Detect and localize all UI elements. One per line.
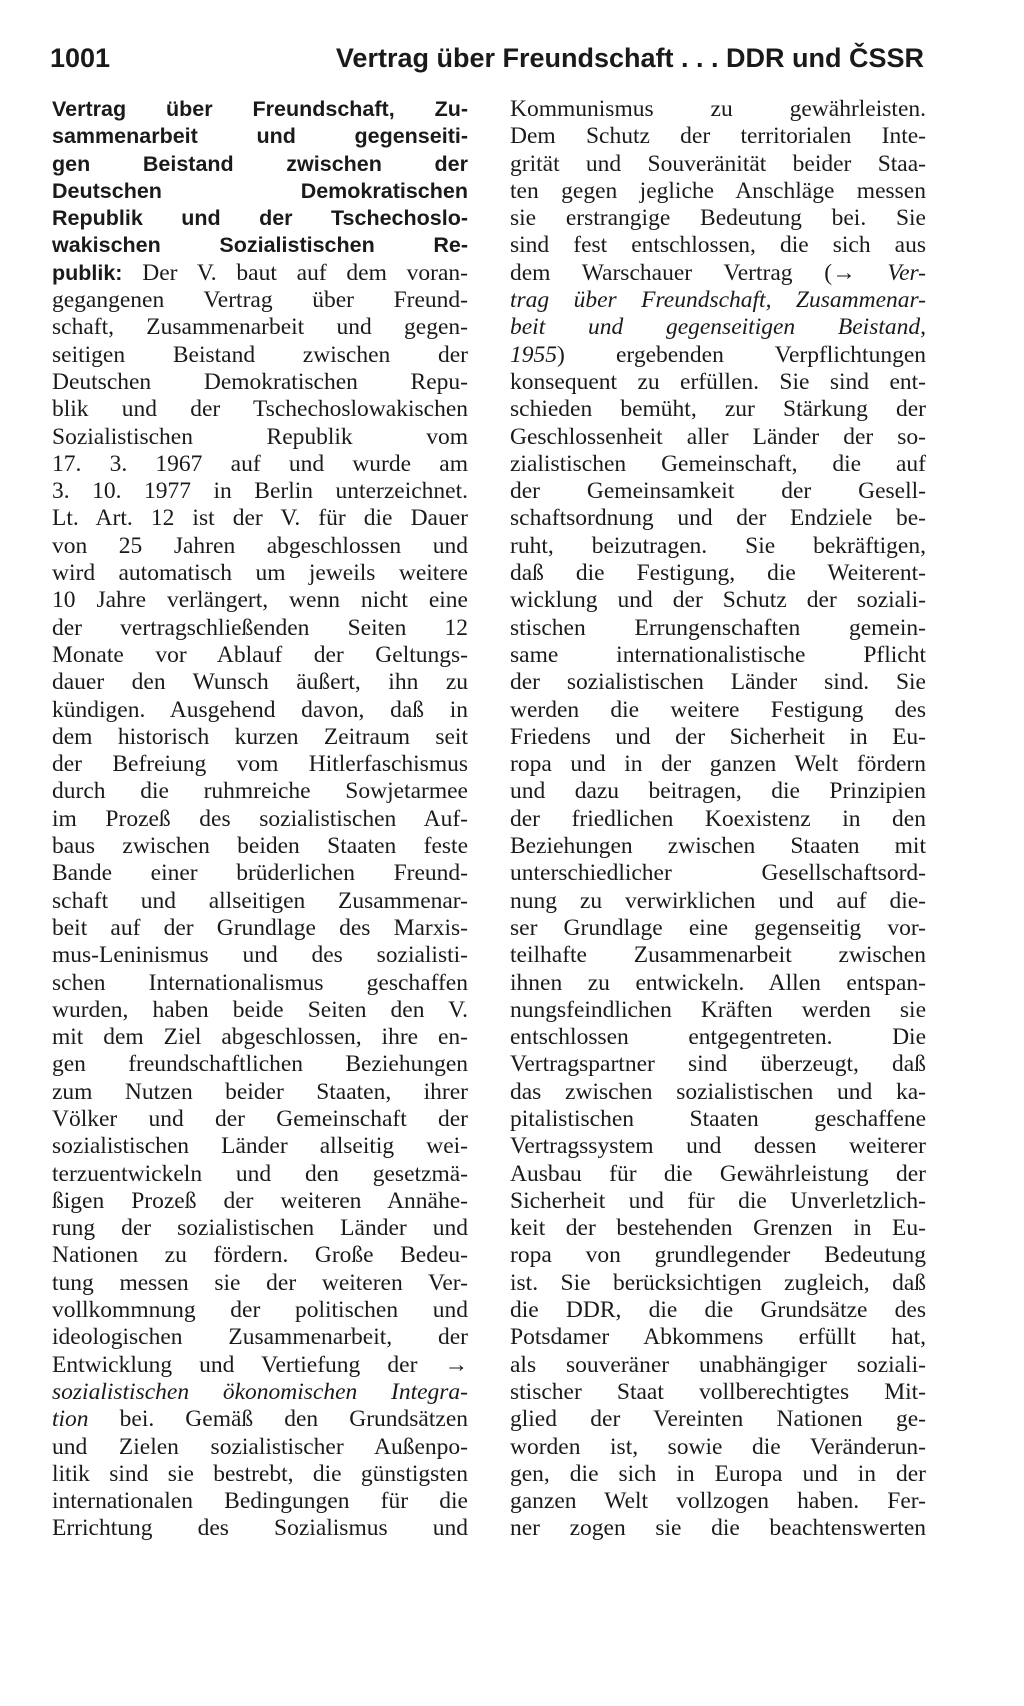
text-line: ideologischen Zusammenarbeit, der bbox=[52, 1324, 468, 1351]
running-title: Vertrag über Freundschaft . . . DDR und ČSSR bbox=[335, 43, 924, 73]
text-line: Potsdamer Abkommens erfüllt hat, bbox=[510, 1324, 926, 1351]
text-line: mus-Leninismus und des sozialisti- bbox=[52, 942, 468, 969]
text-line bbox=[510, 342, 926, 369]
text-line: schen Internationalismus geschaffen bbox=[52, 969, 468, 996]
heading-line: sammenarbeit und gegenseiti- bbox=[52, 124, 468, 149]
text-line: Sicherheit und für die Unverletzlich- bbox=[510, 1187, 926, 1214]
text-line bbox=[510, 260, 926, 287]
text-line: konsequent zu erfüllen. Sie sind ent- bbox=[510, 368, 926, 395]
text-line: litik sind sie bestrebt, die günstigsten bbox=[52, 1460, 468, 1487]
text-line: die DDR, die die Grundsätze des bbox=[510, 1297, 926, 1324]
text-line: als souveräner unabhängiger soziali- bbox=[510, 1351, 926, 1378]
text-line: same internationalistische Pflicht bbox=[510, 641, 926, 668]
text-line: ten gegen jegliche Anschläge messen bbox=[510, 177, 926, 204]
text-line: und Zielen sozialistischer Außenpo- bbox=[52, 1433, 468, 1460]
text-line: Monate vor Ablauf der Geltungs- bbox=[52, 641, 468, 668]
text-line: Ausbau für die Gewährleistung der bbox=[510, 1160, 926, 1187]
text-line: baus zwischen beiden Staaten feste bbox=[52, 833, 468, 860]
text-line: tung messen sie der weiteren Ver- bbox=[52, 1269, 468, 1296]
text-line: worden ist, sowie die Veränderun- bbox=[510, 1433, 926, 1460]
text-line: der vertragschließenden Seiten 12 bbox=[52, 614, 468, 641]
text-line: gen, die sich in Europa und in der bbox=[510, 1460, 926, 1487]
text-line: seitigen Beistand zwischen der bbox=[52, 341, 468, 368]
text-line: rung der sozialistischen Länder und bbox=[52, 1215, 468, 1242]
text-line: pitalistischen Staaten geschaffene bbox=[510, 1105, 926, 1132]
text-line: schaft, Zusammenarbeit und gegen- bbox=[52, 314, 468, 341]
text-line: 3. 10. 1977 in Berlin unterzeichnet. bbox=[52, 478, 468, 505]
text-line: der sozialistischen Länder sind. Sie bbox=[510, 669, 926, 696]
text-line: sie erstrangige Bedeutung bei. Sie bbox=[510, 205, 926, 232]
text-line: Geschlossenheit aller Länder der so- bbox=[510, 423, 926, 450]
text-line: ganzen Welt vollzogen haben. Fer- bbox=[510, 1488, 926, 1515]
text-line: von 25 Jahren abgeschlossen und bbox=[52, 532, 468, 559]
cross-reference: 1955 bbox=[510, 341, 557, 368]
text-line: Vertragssystem und dessen weiterer bbox=[510, 1133, 926, 1160]
text-line: unterschiedlicher Gesellschaftsord- bbox=[510, 860, 926, 887]
text-line: stischer Staat vollberechtigtes Mit- bbox=[510, 1378, 926, 1405]
cross-reference: beit und gegenseitigen Beistand, bbox=[510, 314, 926, 341]
text-line bbox=[510, 287, 926, 314]
text-line: ser Grundlage eine gegenseitig vor- bbox=[510, 914, 926, 941]
text-span: dem Warschauer Vertrag (→ bbox=[510, 259, 888, 286]
text-line: ruht, beizutragen. Sie bekräftigen, bbox=[510, 532, 926, 559]
cross-reference: Ver- bbox=[887, 259, 926, 286]
text-line: der Befreiung vom Hitlerfaschismus bbox=[52, 751, 468, 778]
text-line: wicklung und der Schutz der soziali- bbox=[510, 587, 926, 614]
text-line: Lt. Art. 12 ist der V. für die Dauer bbox=[52, 505, 468, 532]
text-line: teilhafte Zusammenarbeit zwischen bbox=[510, 942, 926, 969]
text-line bbox=[52, 1379, 468, 1406]
text-line: daß die Festigung, die Weiterent- bbox=[510, 560, 926, 587]
text-span: ) ergebenden Verpflichtungen bbox=[557, 341, 926, 368]
heading-line: wakischen Sozialistischen Re- bbox=[52, 233, 468, 258]
heading-end-line bbox=[52, 260, 468, 287]
heading-line: Republik und der Tschechoslo- bbox=[52, 206, 468, 231]
text-line: stischen Errungenschaften gemein- bbox=[510, 614, 926, 641]
text-line: Dem Schutz der territorialen Inte- bbox=[510, 123, 926, 150]
text-line: mit dem Ziel abgeschlossen, ihre en- bbox=[52, 1024, 468, 1051]
text-line: schaft und allseitigen Zusammenar- bbox=[52, 887, 468, 914]
text-line: sind fest entschlossen, die sich aus bbox=[510, 232, 926, 259]
page-header bbox=[50, 38, 924, 78]
text-line: wurden, haben beide Seiten den V. bbox=[52, 996, 468, 1023]
text-line: 17. 3. 1967 auf und wurde am bbox=[52, 450, 468, 477]
text-line: glied der Vereinten Nationen ge- bbox=[510, 1406, 926, 1433]
text-line: ner zogen sie die beachtenswerten bbox=[510, 1515, 926, 1542]
text-line: ßigen Prozeß der weiteren Annähe- bbox=[52, 1187, 468, 1214]
text-line: ropa und in der ganzen Welt fördern bbox=[510, 751, 926, 778]
text-line: werden die weitere Festigung des bbox=[510, 696, 926, 723]
text-line: wird automatisch um jeweils weitere bbox=[52, 560, 468, 587]
text-line: keit der bestehenden Grenzen in Eu- bbox=[510, 1215, 926, 1242]
right-column bbox=[510, 96, 926, 1543]
text-line: internationalen Bedingungen für die bbox=[52, 1488, 468, 1515]
text-line: vollkommnung der politischen und bbox=[52, 1297, 468, 1324]
text-line: der friedlichen Koexistenz in den bbox=[510, 805, 926, 832]
text-line: Entwicklung und Vertiefung der → bbox=[52, 1351, 468, 1378]
text-line: grität und Souveränität beider Staa- bbox=[510, 150, 926, 177]
cross-reference: trag über Freundschaft, Zusammenar- bbox=[510, 287, 926, 314]
text-line bbox=[52, 1406, 468, 1433]
text-line: durch die ruhmreiche Sowjetarmee bbox=[52, 778, 468, 805]
text-line: Friedens und der Sicherheit in Eu- bbox=[510, 723, 926, 750]
heading-line: Deutschen Demokratischen bbox=[52, 178, 468, 203]
page-number: 1001 bbox=[50, 43, 111, 73]
text-line: dauer den Wunsch äußert, ihn zu bbox=[52, 669, 468, 696]
text-line: gen freundschaftlichen Beziehungen bbox=[52, 1051, 468, 1078]
text-line: gegangenen Vertrag über Freund- bbox=[52, 287, 468, 314]
text-line: zum Nutzen beider Staaten, ihrer bbox=[52, 1078, 468, 1105]
text-line: Deutschen Demokratischen Repu- bbox=[52, 368, 468, 395]
heading-line: Vertrag über Freundschaft, Zu- bbox=[52, 97, 468, 121]
cross-reference: sozialistischen ökonomischen Integra- bbox=[52, 1378, 468, 1405]
text-line: im Prozeß des sozialistischen Auf- bbox=[52, 805, 468, 832]
text-line: schieden bemüht, zur Stärkung der bbox=[510, 396, 926, 423]
text-line: 10 Jahre verlängert, wenn nicht eine bbox=[52, 587, 468, 614]
text-line: Kommunismus zu gewährleisten. bbox=[510, 96, 926, 122]
text-line: beit auf der Grundlage des Marxis- bbox=[52, 914, 468, 941]
text-line: ihnen zu entwickeln. Allen entspan- bbox=[510, 969, 926, 996]
text-span: bei. Gemäß den Grundsätzen bbox=[88, 1406, 468, 1433]
text-line: Bande einer brüderlichen Freund- bbox=[52, 860, 468, 887]
cross-reference: tion bbox=[52, 1406, 89, 1433]
text-line: ist. Sie berücksichtigen zugleich, daß bbox=[510, 1269, 926, 1296]
text-line: Nationen zu fördern. Große Bedeu- bbox=[52, 1242, 468, 1269]
heading-line: gen Beistand zwischen der bbox=[52, 151, 468, 176]
text-line bbox=[510, 314, 926, 341]
text-line: ropa von grundlegender Bedeutung bbox=[510, 1242, 926, 1269]
text-line: Errichtung des Sozialismus und bbox=[52, 1515, 468, 1542]
heading-end-rest: Der V. baut auf dem voran- bbox=[122, 259, 468, 286]
text-line: Sozialistischen Republik vom bbox=[52, 423, 468, 450]
text-line: sozialistischen Länder allseitig wei- bbox=[52, 1133, 468, 1160]
text-line: terzuentwickeln und den gesetzmä- bbox=[52, 1160, 468, 1187]
text-line: der Gemeinsamkeit der Gesell- bbox=[510, 478, 926, 505]
text-line: Völker und der Gemeinschaft der bbox=[52, 1105, 468, 1132]
text-line: Vertragspartner sind überzeugt, daß bbox=[510, 1051, 926, 1078]
text-line: schaftsordnung und der Endziele be- bbox=[510, 505, 926, 532]
text-line: nung zu verwirklichen und auf die- bbox=[510, 887, 926, 914]
text-line: kündigen. Ausgehend davon, daß in bbox=[52, 696, 468, 723]
text-line: blik und der Tschechoslowakischen bbox=[52, 396, 468, 423]
text-line: das zwischen sozialistischen und ka- bbox=[510, 1078, 926, 1105]
text-line: nungsfeindlichen Kräften werden sie bbox=[510, 996, 926, 1023]
text-line: entschlossen entgegentreten. Die bbox=[510, 1024, 926, 1051]
text-line: dem historisch kurzen Zeitraum seit bbox=[52, 723, 468, 750]
text-line: zialistischen Gemeinschaft, die auf bbox=[510, 450, 926, 477]
text-line: und dazu beitragen, die Prinzipien bbox=[510, 778, 926, 805]
heading-end: publik: bbox=[52, 260, 123, 285]
left-column bbox=[52, 96, 468, 1543]
text-line: Beziehungen zwischen Staaten mit bbox=[510, 833, 926, 860]
